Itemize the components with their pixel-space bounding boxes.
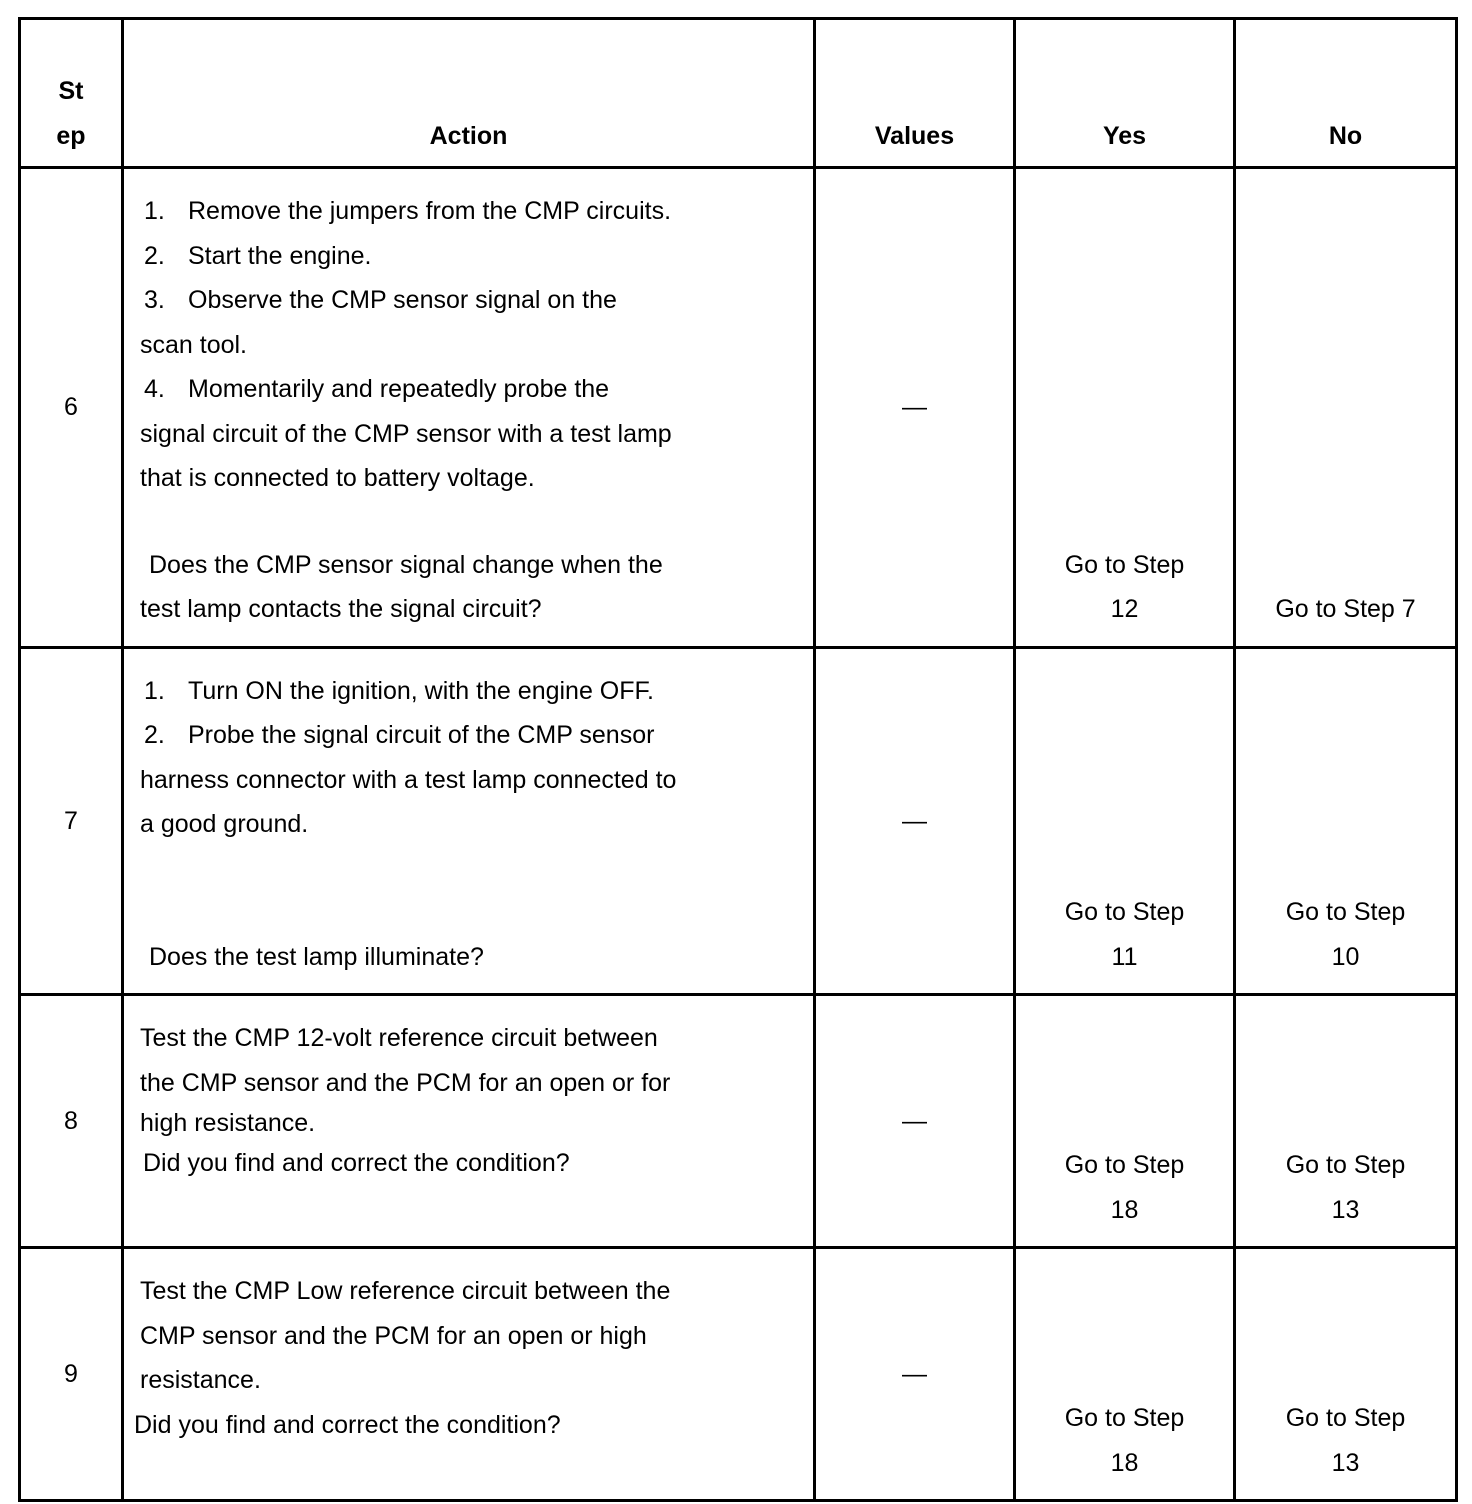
yes-line2: 11 (1111, 942, 1138, 971)
yes-cell (1015, 1248, 1235, 1501)
action-item: 2. Probe the signal circuit of the CMP sensor (144, 721, 655, 749)
action-item: 2. Start the engine. (144, 241, 372, 270)
action-cell (123, 995, 815, 1248)
step-number: 6 (20, 168, 123, 648)
no-line2: 10 (1331, 942, 1360, 971)
action-text: Test the CMP 12-volt reference circuit between (140, 1024, 658, 1052)
yes-cell (1015, 995, 1235, 1248)
header-action: Action (123, 19, 815, 168)
values-cell: — (815, 647, 1015, 995)
action-item: 1. Remove the jumpers from the CMP circuits. (144, 197, 672, 225)
no-cell (1235, 647, 1457, 995)
question-continued: test lamp contacts the signal circuit? (140, 595, 542, 623)
header-row (20, 19, 1457, 168)
action-text: Test the CMP Low reference circuit between the (140, 1277, 671, 1305)
table-row (20, 1248, 1457, 1501)
action-text: resistance. (140, 1366, 261, 1394)
action-cell (123, 168, 815, 648)
no-cell (1235, 168, 1457, 648)
no-line1: Go to Step (1285, 1151, 1406, 1179)
header-yes: Yes (1015, 19, 1235, 168)
action-cell (123, 647, 815, 995)
yes-line1: Go to Step (1064, 1151, 1185, 1179)
header-no: No (1235, 19, 1457, 168)
yes-cell (1015, 647, 1235, 995)
no-cell (1235, 1248, 1457, 1501)
action-item: 4. Momentarily and repeatedly probe the (144, 375, 610, 403)
yes-line1: Go to Step (1064, 1404, 1185, 1432)
yes-cell (1015, 168, 1235, 648)
yes-line2: 12 (1110, 595, 1139, 623)
no-line1: Go to Step (1285, 1404, 1406, 1432)
question: Does the test lamp illuminate? (149, 942, 484, 971)
yes-line1: Go to Step (1064, 550, 1185, 579)
action-item-continued: a good ground. (140, 810, 309, 838)
question: Does the CMP sensor signal change when the (149, 550, 663, 579)
step-number: 9 (20, 1248, 123, 1501)
header-step (20, 19, 123, 168)
values-cell: — (815, 995, 1015, 1248)
no-line2: 13 (1331, 1448, 1360, 1477)
action-item: 3. Observe the CMP sensor signal on the (144, 286, 617, 314)
question: Did you find and correct the condition? (134, 1410, 561, 1439)
action-item: 1. Turn ON the ignition, with the engine OFF. (144, 676, 654, 705)
yes-line2: 18 (1110, 1448, 1139, 1477)
step-number: 8 (20, 995, 123, 1248)
yes-line2: 18 (1110, 1195, 1139, 1224)
no-line2: 13 (1331, 1195, 1360, 1224)
step-number: 7 (20, 647, 123, 995)
action-item-continued: scan tool. (140, 330, 248, 359)
yes-line1: Go to Step (1064, 898, 1185, 926)
no-line1: Go to Step 7 (1275, 595, 1416, 623)
header-values: Values (815, 19, 1015, 168)
diagnostic-table (18, 17, 1458, 1502)
action-text: CMP sensor and the PCM for an open or high (140, 1321, 647, 1350)
action-text: high resistance. (140, 1109, 316, 1137)
header-step-line1: St (58, 77, 84, 105)
values-cell: — (815, 1248, 1015, 1501)
action-item-continued: harness connector with a test lamp connected to (140, 765, 677, 794)
no-cell (1235, 995, 1457, 1248)
no-line1: Go to Step (1285, 898, 1406, 926)
action-item-continued: that is connected to battery voltage. (140, 464, 535, 492)
action-item-continued: signal circuit of the CMP sensor with a test lamp (140, 419, 672, 448)
table-row (20, 168, 1457, 648)
action-cell (123, 1248, 815, 1501)
values-cell: — (815, 168, 1015, 648)
question: Did you find and correct the condition? (143, 1149, 570, 1177)
table-row (20, 647, 1457, 995)
action-text: the CMP sensor and the PCM for an open or for (140, 1068, 671, 1097)
table-row (20, 995, 1457, 1248)
header-step-line2: ep (56, 121, 86, 150)
